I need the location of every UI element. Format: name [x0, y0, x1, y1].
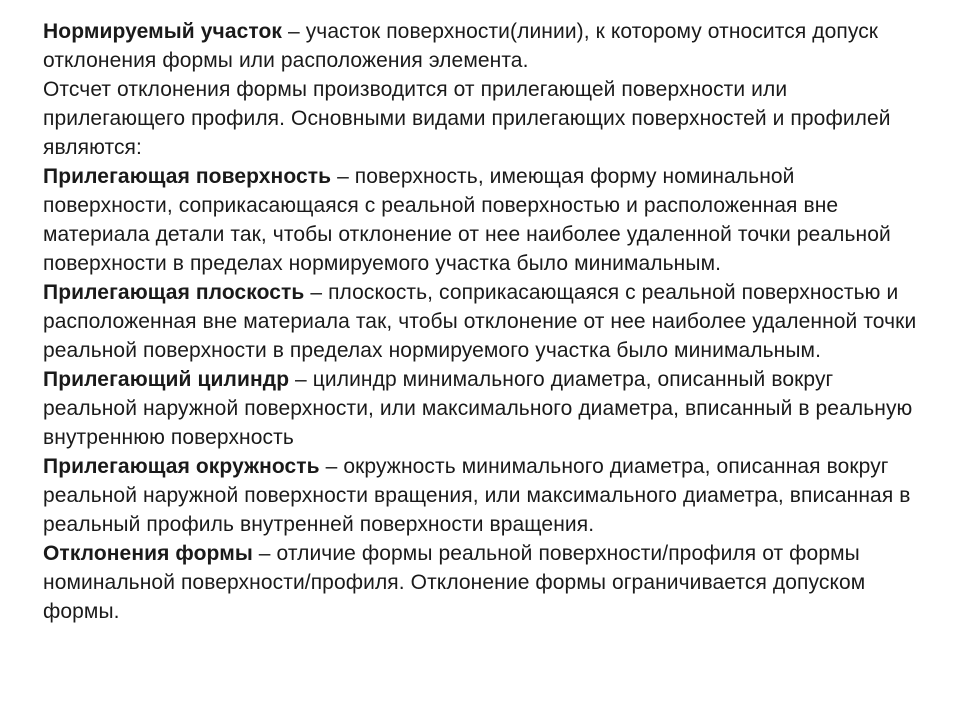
paragraph-adjacent-cylinder [43, 365, 923, 452]
term-adjacent-surface: Прилегающая поверхность [43, 165, 332, 188]
definition-adjacent-surface: – поверхность, имеющая форму номинальной поверхности, соприкасающаяся с реальной поверхностью и расположенная вне материала детали так, чтобы отклонение от нее наиболее удаленной точки реальной поверхности в пределах нормируемого участка было минимальным. [43, 165, 891, 275]
term-adjacent-circle: Прилегающая окружность [43, 455, 320, 478]
term-form-deviation: Отклонения формы [43, 542, 253, 565]
paragraph-adjacent-surface [43, 162, 923, 278]
definition-normed-section: – участок поверхности(линии), к которому относится допуск отклонения формы или расположения элемента. [43, 20, 879, 72]
definition-adjacent-plane: – плоскость, соприкасающаяся с реальной поверхностью и расположенная вне материала так, чтобы отклонение от нее наиболее удаленной точки реальной поверхности в пределах нормируемого участка было минимальным. [43, 281, 917, 362]
paragraph-normed-section [43, 17, 923, 75]
term-adjacent-plane: Прилегающая плоскость [43, 281, 305, 304]
definition-adjacent-cylinder: – цилиндр минимального диаметра, описанный вокруг реальной наружной поверхности, или максимального диаметра, вписанный в реальную внутреннюю поверхность [43, 368, 913, 449]
definition-adjacent-circle: – окружность минимального диаметра, описанная вокруг реальной наружной поверхности вращения, или максимального диаметра, вписанная в реальный профиль внутренней поверхности вращения. [43, 455, 911, 536]
paragraph-deviation-reference [43, 75, 923, 162]
paragraph-adjacent-plane [43, 278, 923, 365]
paragraph-adjacent-circle [43, 452, 923, 539]
paragraph-form-deviation [43, 539, 923, 626]
definition-form-deviation: – отличие формы реальной поверхности/профиля от формы номинальной поверхности/профиля. Отклонение формы ограничивается допуском формы. [43, 542, 866, 623]
term-adjacent-cylinder: Прилегающий цилиндр [43, 368, 290, 391]
slide-text-body [43, 17, 923, 626]
term-normed-section: Нормируемый участок [43, 20, 283, 43]
text-deviation-reference: Отсчет отклонения формы производится от прилегающей поверхности или прилегающего профиля. Основными видами прилегающих поверхностей и профилей являются: [43, 78, 891, 159]
